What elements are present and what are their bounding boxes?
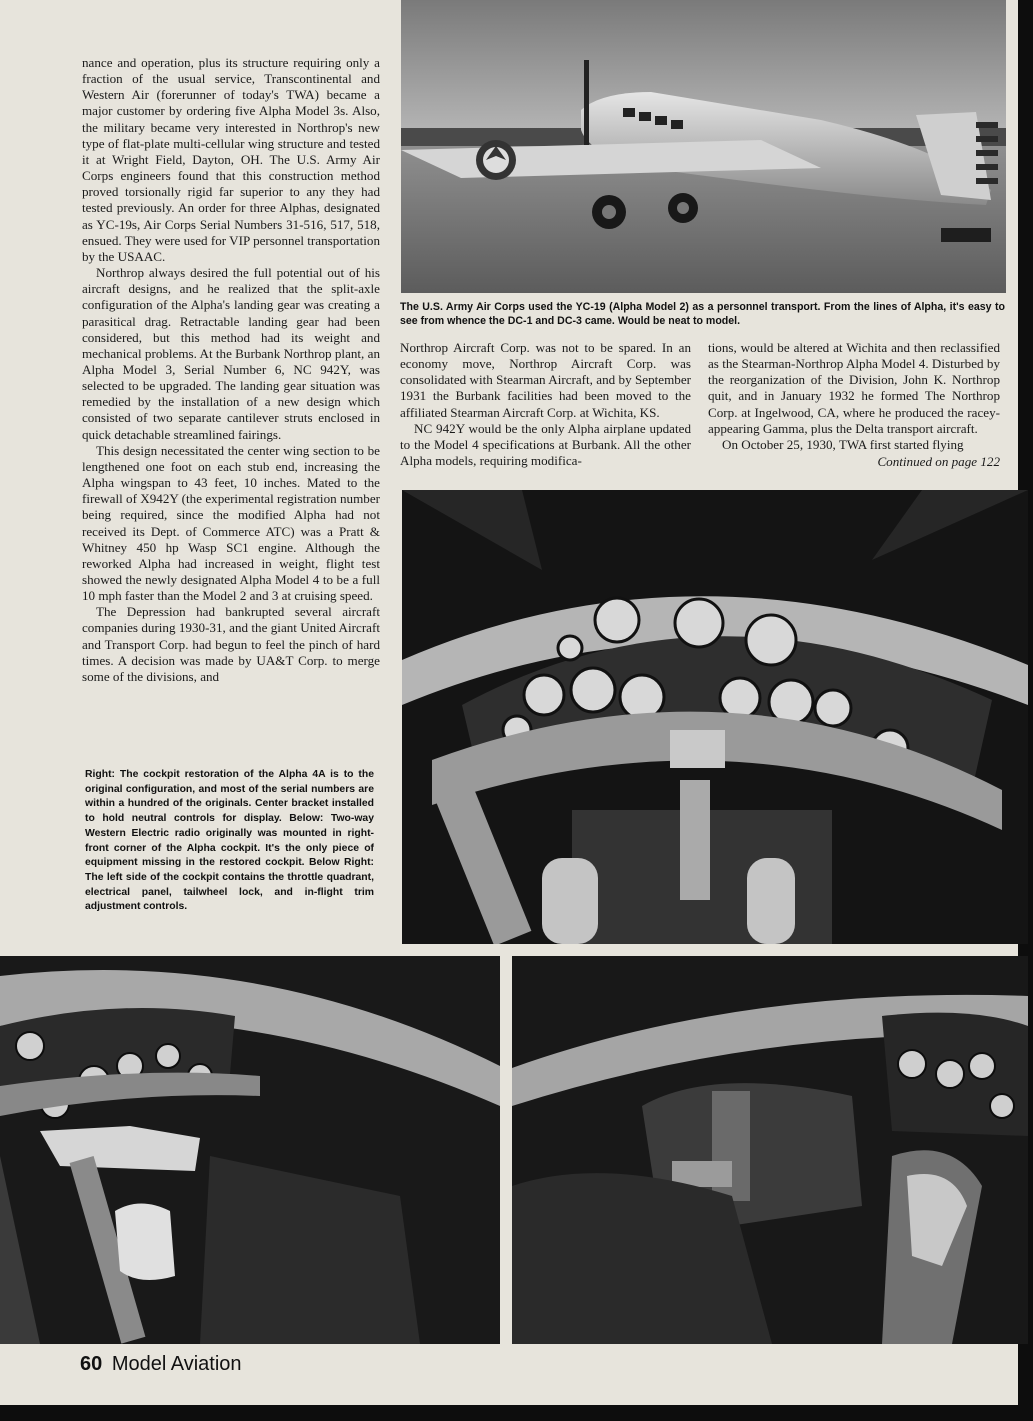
- cockpit-photos-caption: Right: The cockpit restoration of the Alpha 4A is to the original configuration, and most of the serial numbers are within a hundred of the originals. Center bracket installed to hold neutral controls for display. Below: Two-way Western Electric radio originally was mounted in right-front corner of the Alpha cockpit. It's the only piece of equipment missing in the restored cockpit. Below Right: The left side of the cockpit contains the throttle quadrant, electrical panel, tailwheel lock, and in-flight trim adjustment controls.: [85, 769, 374, 913]
- cockpit-right-illustration: [0, 956, 500, 1344]
- article-paragraph: This design necessitated the center wing section to be lengthened one foot on each stub end, increasing the Alpha wingspan to 43 feet, 10 inches. Mated to the firewall of X942Y (the experimental registration number being required, since the modified Alpha had not received its Dept. of Commerce ATC) was a Pratt & Whitney 450 hp Wasp SC1 engine. Although the reworked Alpha had increased in weight, flight test showed the newly designated Alpha Model 4 to be a full 10 mph faster than the Model 2 and 3 at cruising speed.: [82, 442, 380, 604]
- cockpit-left-illustration: [512, 956, 1028, 1344]
- continued-note: Continued on page 122: [877, 454, 1000, 470]
- photo-cockpit-right-front: [0, 956, 500, 1344]
- aircraft-illustration: [401, 0, 1006, 293]
- article-paragraph: The Depression had bankrupted several aircraft companies during 1930-31, and the giant United Aircraft and Transport Corp. had begun to feel the pinch of hard times. A decision was made by UA&T Corp. to merge some of the divisions, and: [82, 604, 380, 684]
- article-paragraph: NC 942Y would be the only Alpha airplane updated to the Model 4 specifications at Burbank. All the other Alpha models, requiring modifica-: [400, 420, 691, 469]
- article-paragraph: nance and operation, plus its structure requiring only a fraction of the usual service, Transcontinental and Western Air (forerunner of today's TWA) became a major customer by ordering five Alpha Model 3s. Also, the military became very interested in Northrop's new type of flat-plate multi-cellular wing structure and tested it at Wright Field, Dayton, OH. The U.S. Army Air Corps engineers found that this construction method proved torsionally rigid far superior to any they had tested previously. An order for three Alphas, designated as YC-19s, Air Corps Serial Numbers 31-516, 517, 518, ensued. They were used for VIP personnel transportation by the USAAC.: [82, 55, 380, 264]
- photo-yc19-aircraft: [401, 0, 1006, 293]
- photo-cockpit-panel: [402, 490, 1028, 944]
- page-footer: [80, 1353, 242, 1376]
- article-paragraph: tions, would be altered at Wichita and then reclassified as the Stearman-Northrop Alpha Model 4. Disturbed by the reorganization of the Division, John K. Northrop quit, and in January 1932 he formed The Northrop Corp. at Ingelwood, CA, where he produced the racey-appearing Gamma, plus the Delta transport aircraft.: [708, 340, 1000, 436]
- article-column-1: [82, 55, 380, 685]
- photo-cockpit-left-side: [512, 956, 1028, 1344]
- top-photo-caption: The U.S. Army Air Corps used the YC-19 (Alpha Model 2) as a personnel transport. From the lines of Alpha, it's easy to see from whence the DC-1 and DC-3 came. Would be neat to model.: [400, 301, 1005, 327]
- article-paragraph: Northrop always desired the full potential out of his aircraft designs, and he realized that the split-axle configuration of the Alpha's landing gear was creating a parasitical drag. Retractable landing gear had been considered, but this method had its weight and mechanical problems. At the Burbank Northrop plant, an Alpha Model 3, Serial Number 6, NC 942Y, was selected to be upgraded. The landing gear situation was remedied by the installation of a new design which consisted of two separate cantilever struts enclosed in quick detachable streamlined fairings.: [82, 265, 380, 442]
- article-paragraph: On October 25, 1930, TWA first started flying: [722, 436, 964, 452]
- cockpit-panel-illustration: [402, 490, 1028, 944]
- article-column-3: [708, 340, 1000, 470]
- page-number: 60: [80, 1353, 103, 1375]
- article-paragraph: Northrop Aircraft Corp. was not to be spared. In an economy move, Northrop Aircraft Corp. was consolidated with Stearman Aircraft, and by September 1931 the Burbank facilities had been moved to the affiliated Stearman Aircraft Corp. at Wichita, KS.: [400, 340, 691, 420]
- scan-border-bottom: [0, 1405, 1033, 1421]
- article-column-2: [400, 340, 691, 469]
- magazine-name: Model Aviation: [111, 1353, 242, 1375]
